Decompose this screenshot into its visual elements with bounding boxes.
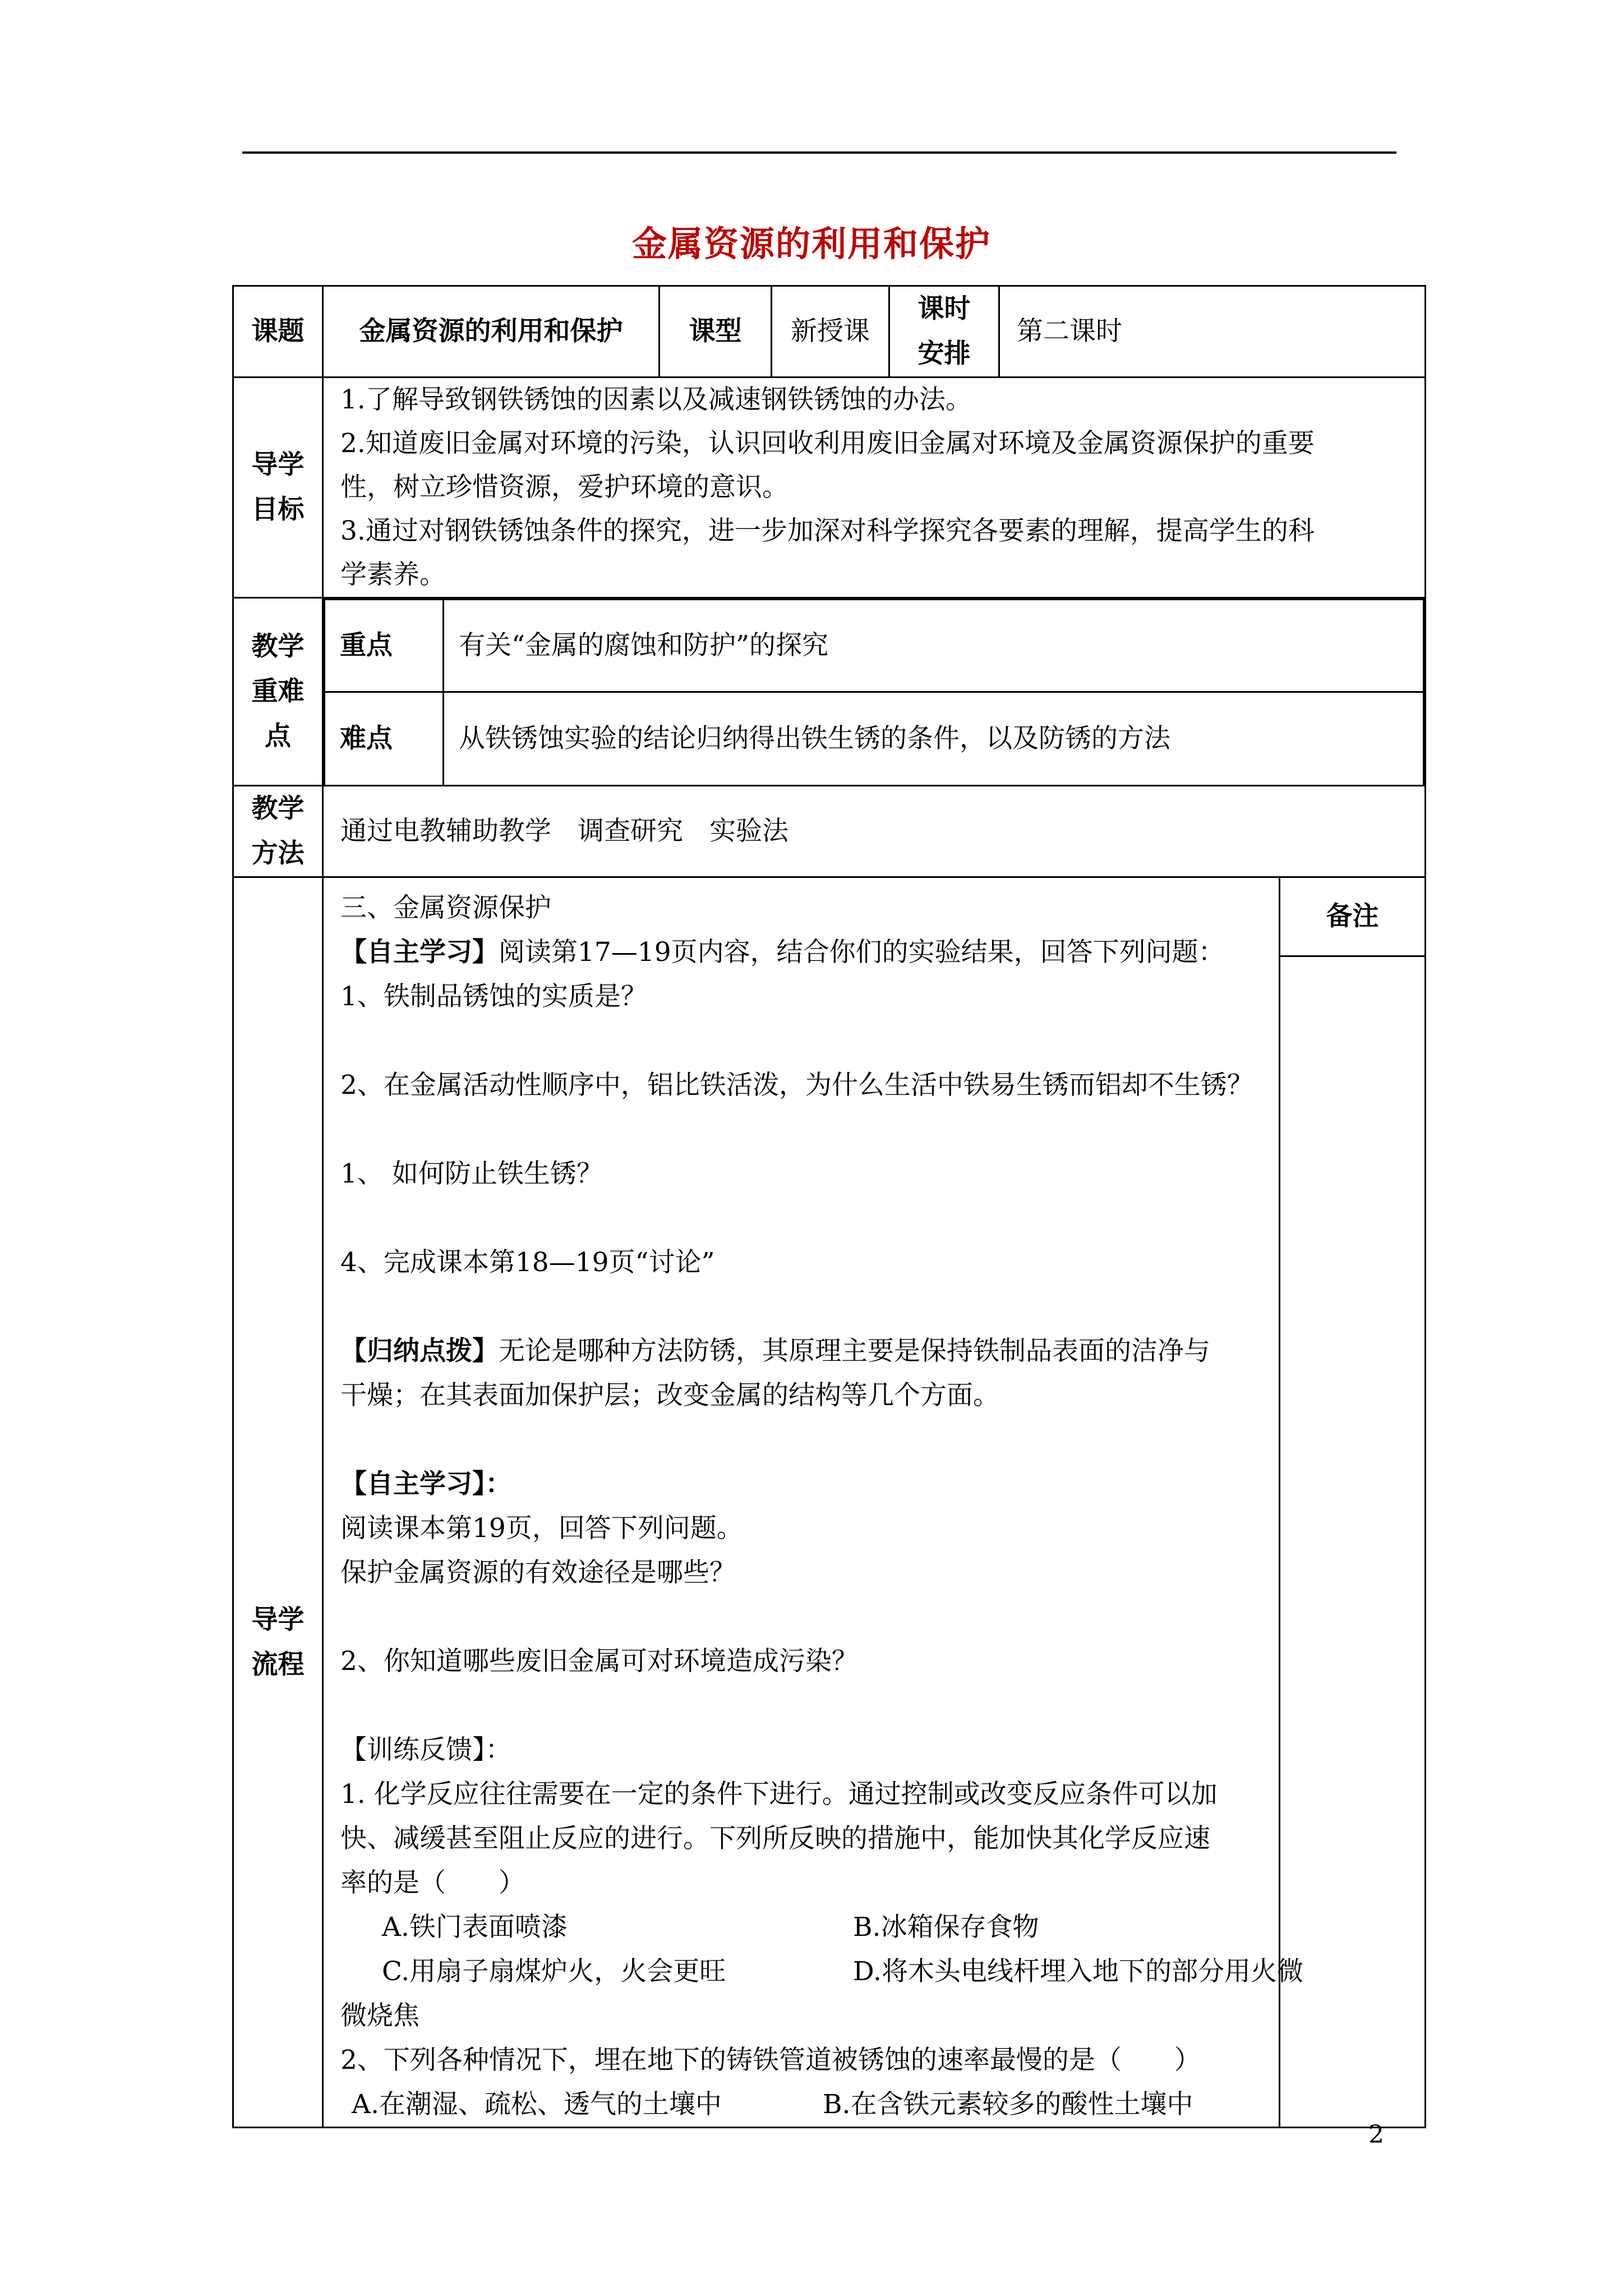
flow-label-line-1: 导学 [251, 1604, 305, 1635]
methods-value: 通过电教辅助教学 调查研究 实验法 [323, 785, 1426, 877]
type-value: 新授课 [772, 286, 889, 378]
exercise-1-option-d-cont: 微烧焦 [340, 2000, 419, 2031]
self-study-1-tag: 【自主学习】 [340, 936, 499, 968]
methods-label-line-2: 方法 [251, 838, 305, 869]
methods-label [233, 785, 323, 877]
exercise-1-line-1: 1. 化学反应往往需要在一定的条件下进行。通过控制或改变反应条件可以加 [340, 1778, 1218, 1810]
difficult-label: 难点 [325, 692, 444, 785]
read-instruction: 阅读课本第19页，回答下列问题。 [340, 1512, 743, 1544]
key-label: 重点 [325, 600, 444, 692]
lesson-plan-table [232, 285, 1426, 2128]
schedule-label-line-1: 课时 [917, 293, 971, 324]
flow-content [323, 877, 1303, 2127]
schedule-label [889, 286, 999, 378]
self-study-1-text: 阅读第17—19页内容，结合你们的实验结果，回答下列问题： [499, 936, 1225, 968]
difficult-value: 从铁锈蚀实验的结论归纳得出铁生锈的条件，以及防锈的方法 [444, 692, 1424, 785]
page-title: 金属资源的利用和保护 [631, 223, 991, 264]
exercise-1-line-2: 快、减缓甚至阻止反应的进行。下列所反映的措施中，能加快其化学反应速 [340, 1823, 1210, 1854]
goals-label-line-1: 导学 [251, 449, 305, 480]
exercise-1-option-c: C.用扇子扇煤炉火，火会更旺 [382, 1955, 726, 1987]
flow-label-line-2: 流程 [251, 1649, 305, 1680]
remark-label: 备注 [1280, 878, 1424, 957]
goal-line: 3.通过对钢铁锈蚀条件的探究，进一步加深对科学探究各要素的理解，提高学生的科 [340, 516, 1315, 546]
self-study-2-tag: 【自主学习】： [340, 1468, 512, 1499]
goal-line: 1.了解导致钢铁锈蚀的因素以及减速钢铁锈蚀的办法。 [340, 384, 972, 415]
summary-tag: 【归纳点拨】 [340, 1335, 499, 1366]
keypoints-label [233, 598, 323, 786]
exercise-1-line-3: 率的是（ ） [340, 1867, 525, 1898]
goals-content [323, 378, 1426, 598]
question-6: 2、你知道哪些废旧金属可对环境造成污染？ [340, 1645, 858, 1677]
summary-line-1 [340, 1329, 1272, 1373]
exercise-1-option-a: A.铁门表面喷漆 [382, 1911, 568, 1943]
key-value: 有关“金属的腐蚀和防护”的探究 [444, 600, 1424, 692]
keypoints-label-line-2: 重难 [251, 675, 305, 707]
self-study-1 [340, 930, 1272, 974]
topic-label: 课题 [233, 286, 323, 378]
question-1: 1、铁制品锈蚀的实质是？ [340, 981, 647, 1012]
exercise-2-option-a: A.在潮湿、疏松、透气的土壤中 [352, 2088, 722, 2120]
feedback-tag: 【训练反馈】： [340, 1734, 512, 1765]
keypoints-subtable [324, 599, 1424, 785]
topic-value: 金属资源的利用和保护 [323, 286, 660, 378]
flow-label [233, 877, 323, 2127]
question-2: 2、在金属活动性顺序中，铝比铁活泼，为什么生活中铁易生锈而铝却不生锈？ [340, 1069, 1253, 1101]
section-title: 三、金属资源保护 [340, 892, 551, 923]
exercise-1-option-b: B.冰箱保存食物 [853, 1911, 1039, 1943]
goals-label-line-2: 目标 [251, 494, 305, 525]
question-3: 1、 如何防止铁生锈？ [340, 1158, 603, 1189]
question-4: 4、完成课本第18—19页“讨论” [340, 1246, 715, 1278]
header-rule [242, 151, 1396, 154]
exercise-2-options-ab [340, 2082, 1272, 2127]
schedule-label-line-2: 安排 [917, 338, 971, 369]
goal-line: 学素养。 [340, 559, 446, 590]
exercise-2-stem: 2、下列各种情况下，埋在地下的铸铁管道被锈蚀的速率最慢的是（ ） [340, 2044, 1201, 2076]
schedule-value: 第二课时 [999, 286, 1426, 378]
keypoints-label-line-3: 点 [265, 720, 291, 752]
remark-column [1280, 877, 1426, 2127]
keypoints-cell [323, 598, 1426, 786]
exercise-1-options-ab [340, 1905, 1272, 1949]
type-label: 课型 [660, 286, 772, 378]
page-number: 2 [1368, 2120, 1384, 2149]
methods-label-line-1: 教学 [251, 793, 305, 824]
question-5: 保护金属资源的有效途径是哪些？ [340, 1557, 736, 1588]
keypoints-label-line-1: 教学 [251, 631, 305, 662]
exercise-2-option-b: B.在含铁元素较多的酸性土壤中 [823, 2088, 1193, 2120]
exercise-1-options-cd [340, 1949, 1303, 1994]
exercise-1-option-d: D.将木头电线杆埋入地下的部分用火微 [853, 1955, 1303, 1987]
goal-line: 性，树立珍惜资源，爱护环境的意识。 [340, 472, 789, 503]
summary-line-2: 干燥；在其表面加保护层；改变金属的结构等几个方面。 [340, 1379, 999, 1411]
goals-label [233, 378, 323, 598]
goal-line: 2.知道废旧金属对环境的污染，认识回收利用废旧金属对环境及金属资源保护的重要 [340, 428, 1315, 459]
summary-text-1: 无论是哪种方法防锈，其原理主要是保持铁制品表面的洁净与 [499, 1335, 1210, 1366]
